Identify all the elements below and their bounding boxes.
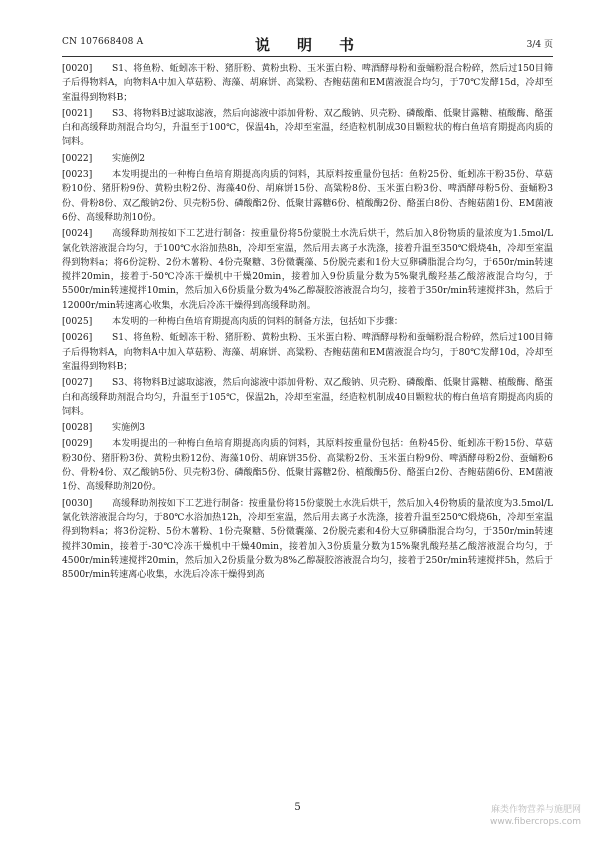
paragraph-number: [0022] [62,153,93,164]
watermark-url: www.fibercrops.com [490,817,581,827]
paragraph [62,107,553,150]
paragraph-number: [0030] [62,498,93,509]
paragraph-text: S1、将鱼粉、蚯蚓冻干粉、猪肝粉、黄粉虫粉、玉米蛋白粉、啤酒酵母粉和蚕蛹粉混合粉碎，然后过100目筛子后得物料A，向物料A中加入草菇粉、海藻、胡麻饼、高粱粉、杏鲍菇菌和EM菌液混合均匀，于80℃发酵10d，冷却至室温得到物料B； [62,333,553,372]
section-heading: 实施例2 [112,153,146,164]
patent-number: CN 107668408 A [62,37,144,47]
header-divider [62,56,553,57]
paragraph-text: 高缓释助剂按如下工艺进行制备：按重量份将15份蒙脱土水洗后烘干，然后加入4份物质的量浓度为3.5mol/L氯化铁溶液混合均匀，于80℃水浴加热12h，冷却至室温，然后用去离子水洗涤，接着升温至250℃煅烧6h，冷却至室温得到物料a；将3份淀粉、5份木薯粉、1份壳聚糖、5份微囊藻、2份脱壳素和4份大豆卵磷脂混合均匀，于350r/min转速搅拌30min，接着于-30℃冷冻干燥机中干燥40min，接着加入3份质量分数为15%聚乳酸羟基乙酸溶液混合均匀，于4500r/min转速搅拌20min，然后加入2份质量分数为8%乙醇凝胶溶液混合均匀，接着于250r/min转速搅拌5h，然后于8500r/min转速离心收集，水洗后冷冻干燥得到高 [62,498,553,581]
paragraph [62,497,553,583]
page-number: 5 [294,802,301,813]
paragraph [62,331,553,374]
paragraph-number: [0027] [62,378,93,389]
paragraph [62,421,553,435]
paragraph-number: [0021] [62,108,93,119]
paragraph-text: S3、将物料B过滤取滤液，然后向滤液中添加骨粉、双乙酸钠、贝壳粉、磷酸酯、低聚甘露糖、植酸酶、酪蛋白和高缓释助剂混合均匀，升温至于100℃，保温4h，冷却至室温，经造粒机制成30目颗粒状的梅白鱼培育期提高肉质的饲料。 [62,108,553,148]
paragraph [62,152,553,166]
paragraph-text: 本发明提出的一种梅白鱼培育期提高肉质的饲料，其原料按重量份包括：鱼粉25份、蚯蚓冻干粉35份、草菇粉10份、猪肝粉9份、黄粉虫粉2份、海藻40份、胡麻饼15份、高粱粉8份、玉米蛋白粉3份、啤酒酵母粉5份、蚕蛹粉3份、骨粉8份、双乙酸钠2份、贝壳粉5份、磷酸酯2份、低聚甘露糖6份、植酸酶2份、酪蛋白8份、杏鲍菇菌1份、EM菌液6份、高缓释助剂10份。 [62,170,553,223]
paragraph [62,315,553,329]
paragraph [62,376,553,419]
paragraph-number: [0024] [62,229,93,240]
paragraph-number: [0025] [62,317,93,328]
paragraph-text: 高缓释助剂按如下工艺进行制备：按重量份将5份蒙脱土水洗后烘干，然后加入8份物质的量浓度为1.5mol/L氯化铁溶液混合均匀，于100℃水浴加热8h，冷却至室温，然后用去离子水洗涤，接着升温至350℃煅烧4h，冷却至室温得到物料a；将6份淀粉、2份木薯粉、4份壳聚糖、3份微囊藻、5份脱壳素和1份大豆卵磷脂混合均匀，于650r/min转速搅拌20min，接着于-50℃冷冻干燥机中干燥20min，接着加入9份质量分数为5%聚乳酸羟基乙酸溶液混合均匀，于5500r/min转速搅拌10min，然后加入6份质量分数为4%乙醇凝胶溶液混合均匀，接着于350r/min转速搅拌3h，然后于12000r/min转速离心收集，水洗后冷冻干燥得到高缓释助剂。 [62,229,553,311]
paragraph-number: [0026] [62,333,93,344]
page-indicator: 3/4 页 [526,40,553,50]
paragraph [62,168,553,225]
paragraph-number: [0028] [62,423,93,434]
site-watermark [490,804,581,828]
document-body [62,62,553,584]
paragraph [62,62,553,105]
paragraph-number: [0020] [62,64,93,74]
paragraph-text: S1、将鱼粉、蚯蚓冻干粉、猪肝粉、黄粉虫粉、玉米蛋白粉、啤酒酵母粉和蚕蛹粉混合粉碎，然后过150目筛子后得物料A，向物料A中加入草菇粉、海藻、胡麻饼、高粱粉、杏鲍菇菌和EM菌液混合均匀，于70℃发酵15d，冷却至室温得到物料B； [62,64,553,103]
section-heading: 实施例3 [112,423,146,434]
document-title: 说 明 书 [254,36,360,54]
watermark-title: 麻类作物营养与施肥网 [490,805,581,815]
paragraph [62,437,553,494]
page-header [62,34,553,54]
paragraph-number: [0029] [62,439,93,450]
paragraph-text: S3、将物料B过滤取滤液，然后向滤液中添加骨粉、双乙酸钠、贝壳粉、磷酸酯、低聚甘露糖、植酸酶、酪蛋白和高缓释助剂混合均匀，升温至于105℃，保温2h，冷却至室温，经造粒机制成40目颗粒状的梅白鱼培育期提高肉质的饲料。 [62,378,553,417]
paragraph-number: [0023] [62,170,93,181]
paragraph [62,227,553,313]
paragraph-text: 本发明提出的一种梅白鱼培育期提高肉质的饲料，其原料按重量份包括：鱼粉45份、蚯蚓冻干粉15份、草菇粉30份、猪肝粉3份、黄粉虫粉12份、海藻10份、胡麻饼35份、高粱粉2份、玉米蛋白粉9份、啤酒酵母粉2份、蚕蛹粉6份、骨粉4份、双乙酸钠5份、贝壳粉3份、磷酸酯5份、低聚甘露糖2份、植酸酶5份、酪蛋白2份、杏鲍菇菌6份、EM菌液1份、高缓释助剂20份。 [62,439,553,493]
paragraph-text: 本发明的一种梅白鱼培育期提高肉质的饲料的制备方法，包括如下步骤： [112,317,404,328]
